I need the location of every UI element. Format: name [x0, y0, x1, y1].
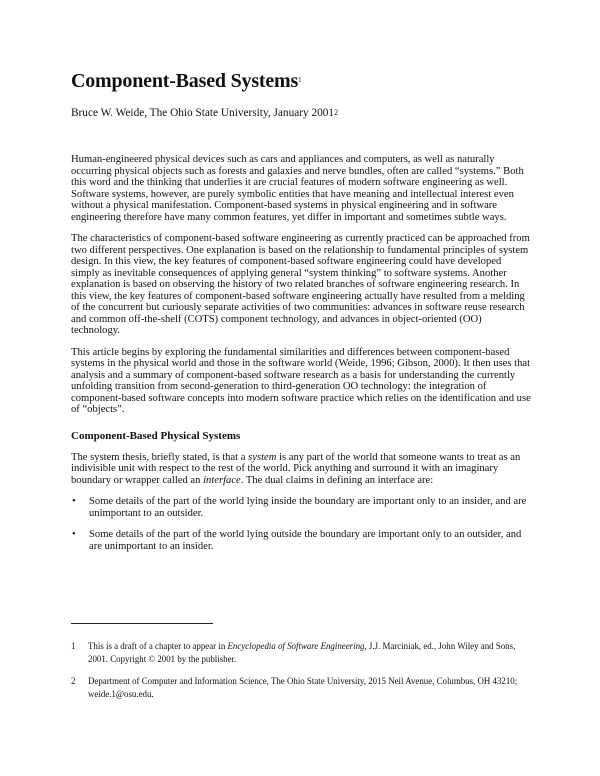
article-body	[71, 154, 531, 562]
footnote-divider	[71, 623, 213, 624]
paragraph-system-thesis: The system thesis, briefly stated, is that a system is any part of the world that someone wants to treat as an indivisible unit with respect to the rest of the world. Pick anything and surround it with an imaginary boundary or wrapper called an interface. The dual claims in defining an interface are:	[71, 451, 521, 486]
term-interface: interface	[203, 474, 241, 486]
bullet-icon: •	[72, 529, 76, 540]
title-footnote-mark: 1	[298, 76, 302, 84]
paragraph-article-overview: This article begins by exploring the fundamental similarities and differences between component-based systems in the physical world and those in the software world (Weide, 1996; Gibson, 2000). It then uses that analysis and a summary of component-based software research as a basis for understanding the currently unfolding transition from second-generation to third-generation OO technology: the integration of component-based software concepts into modern software practice which relies on the identification and use of “objects”.	[71, 346, 531, 415]
paragraph-intro: Human-engineered physical devices such as cars and appliances and computers, as well as naturally occurring physical objects such as forests and galaxies and nerve bundles, often are called “systems.” Both this word and the thinking that underlies it are crucial features of modern software engineering as well. Software systems, however, are purely symbolic entities that have meaning and intellectual interest even without a physical manifestation. Component-based systems in physical engineering and in software engineering therefore have many common features, yet differ in important and sometimes subtle ways.	[71, 154, 524, 223]
footnote-2	[71, 675, 531, 701]
bullet-icon: •	[72, 496, 76, 507]
page-title: Component-Based Systems$^1$	[71, 70, 302, 92]
footnote-1	[71, 640, 531, 666]
footnote-text: Department of Computer and Information Science, The Ohio State University, 2015 Neil Avenue, Columbus, OH 43210; weide.1@osu.edu.	[88, 676, 518, 699]
footnote-number: 2	[71, 676, 76, 686]
author-byline: Bruce W. Weide, The Ohio State University, January 2001$^2$	[71, 107, 339, 119]
byline-footnote-mark: 2	[334, 108, 339, 117]
list-item: • Some details of the part of the world lying inside the boundary are important only to an insider, and are unimportant to an outsider.	[72, 496, 527, 519]
paragraph-characteristics: The characteristics of component-based software engineering as currently practiced can be approached from two different perspectives. One explanation is based on the relationship to fundamental principles of system design. In this view, the key features of component-based software engineering could have developed simply as inevitable consequences of applying general “system thinking” to software systems. Another explanation is based on observing the history of two related branches of software engineering research. In this view, the key features of component-based software engineering actually have resulted from a melding of the concurrent but curiously separate activities of two communities: advances in software reuse research and common off-the-shelf (COTS) component technology, and advances in object-oriented (OO) technology.	[71, 233, 530, 336]
footnote-number: 1	[71, 641, 76, 651]
list-item: • Some details of the part of the world lying outside the boundary are important only to an outsider, and are unimportant to an insider.	[72, 529, 522, 552]
section-heading: Component-Based Physical Systems	[71, 429, 241, 442]
term-system: system	[248, 451, 277, 463]
encyclopedia-title: Encyclopedia of Software Engineering	[227, 641, 365, 651]
claims-list	[71, 496, 531, 552]
footnote-text: This is a draft of a chapter to appear in Encyclopedia of Software Engineering, J.J. Marciniak, ed., John Wiley and Sons, 2001. Copyright © 2001 by the publisher.	[88, 641, 516, 664]
